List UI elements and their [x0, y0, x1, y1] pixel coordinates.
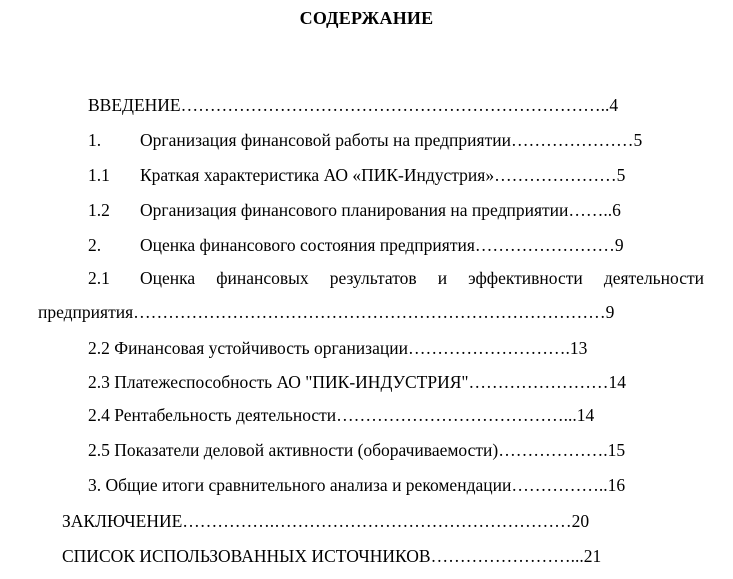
- toc-word: результатов: [329, 268, 417, 288]
- toc-entry-number: 2.: [88, 235, 102, 255]
- toc-entry-section-2-2: 2.2 Финансовая устойчивость организации……………………….13: [88, 338, 588, 358]
- toc-entry-number: 1.2: [88, 200, 110, 220]
- toc-word: и: [437, 268, 448, 288]
- toc-title: СОДЕРЖАНИЕ: [299, 8, 434, 28]
- toc-entry-section-1-1: Краткая характеристика АО «ПИК-Индустрия»…………………5: [140, 165, 626, 185]
- toc-entry-section-1-2: Организация финансового планирования на предприятии……..6: [140, 200, 621, 220]
- toc-word: финансовых: [216, 268, 309, 288]
- toc-entry-sources: СПИСОК ИСПОЛЬЗОВАННЫХ ИСТОЧНИКОВ……………………...21: [62, 546, 602, 566]
- toc-word: Оценка: [140, 268, 196, 288]
- toc-entry-number: 1.1: [88, 165, 110, 185]
- toc-entry-section-2-1-line2: предприятия………………………………………………………………………9: [38, 302, 615, 322]
- toc-entry-number: 1.: [88, 130, 102, 150]
- toc-entry-section-3: 3. Общие итоги сравнительного анализа и рекомендации……………..16: [88, 475, 626, 495]
- toc-entry-number: 2.1: [88, 268, 110, 288]
- toc-word: деятельности: [603, 268, 704, 288]
- toc-entry-section-2-4: 2.4 Рентабельность деятельности…………………………………...14: [88, 405, 595, 425]
- toc-entry-section-1: Организация финансовой работы на предприятии…………………5: [140, 130, 643, 150]
- toc-entry-section-2-3: 2.3 Платежеспособность АО "ПИК-ИНДУСТРИЯ"……………………14: [88, 372, 627, 392]
- toc-entry-conclusion: ЗАКЛЮЧЕНИЕ…………….……………………………………………20: [62, 511, 590, 531]
- toc-entry-section-2-1-line1: [140, 268, 704, 288]
- toc-word: эффективности: [468, 268, 583, 288]
- toc-entry-section-2-5: 2.5 Показатели деловой активности (оборачиваемости)……………….15: [88, 440, 626, 460]
- toc-entry-section-2: Оценка финансового состояния предприятия……………………9: [140, 235, 624, 255]
- toc-entry-introduction: ВВЕДЕНИЕ………………………………………………………………..4: [88, 95, 619, 115]
